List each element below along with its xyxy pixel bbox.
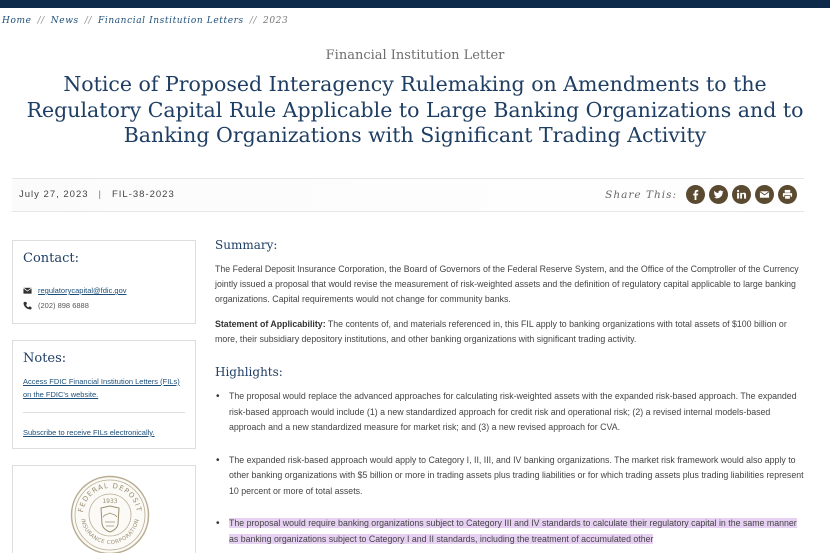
linkedin-share-button[interactable]: [732, 185, 751, 204]
phone-icon: [23, 301, 32, 310]
highlight-text-selected: The proposal would require banking organizations subject to Category III and IV standards to calculate their regulatory capital in the same manner as banking organizations subject to Category I and II standards, including the treatment of accumulated other: [229, 518, 797, 544]
summary-heading: Summary:: [215, 238, 278, 252]
twitter-share-button[interactable]: [709, 185, 728, 204]
breadcrumb-financial-institution-letters[interactable]: Financial Institution Letters: [98, 16, 244, 26]
notes-divider: [23, 412, 185, 413]
publication-date: July 27, 2023: [19, 189, 89, 200]
breadcrumb-home[interactable]: Home: [2, 16, 32, 26]
contact-title: Contact:: [23, 251, 80, 266]
applicability-text: The contents of, and materials referenced in, this FIL apply to banking organizations with total assets of $100 billion or more, their subsidiary depository institutions, and other banking organizations with significant trading activity.: [215, 319, 787, 344]
publication-meta: [19, 189, 175, 200]
notes-card: [12, 340, 196, 449]
contact-email-link[interactable]: regulatorycapital@fdic.gov: [38, 286, 127, 295]
facebook-icon: [690, 189, 701, 200]
fil-number: FIL-38-2023: [111, 189, 175, 200]
breadcrumb-separator: //: [37, 16, 45, 26]
email-icon: [759, 189, 770, 200]
contact-email-row: [23, 286, 127, 295]
print-icon: [782, 189, 793, 200]
applicability-paragraph: [215, 317, 805, 347]
meta-divider: |: [98, 189, 102, 200]
linkedin-icon: [736, 189, 747, 200]
facebook-share-button[interactable]: [686, 185, 705, 204]
breadcrumb-current: 2023: [263, 16, 289, 26]
highlight-text: The proposal would replace the advanced approaches for calculating risk-weighted assets with the expanded risk-based approach. The expanded risk-based approach would include (1) a new standardized approach for credit risk and operational risk; (2) a revised internal models-based approach and a new standardized measure for market risk; and (3) a new revised approach for CVA.: [229, 391, 797, 432]
highlights-list: [215, 389, 805, 553]
svg-text:FEDERAL DEPOSIT: FEDERAL DEPOSIT: [77, 481, 143, 513]
top-navigation-bar: [0, 0, 830, 8]
share-bar: [605, 185, 797, 204]
list-item: [215, 453, 805, 500]
highlights-heading: Highlights:: [215, 365, 283, 379]
page-title: Notice of Proposed Interagency Rulemaking on Amendments to the Regulatory Capital Rule Applicable to Large Banking Organizations and to Banking Organizations with Significant Trading Activity: [26, 72, 804, 147]
contact-phone-number: (202) 898 6888: [38, 301, 89, 310]
subscribe-fils-link[interactable]: Subscribe to receive FILs electronically.: [23, 428, 155, 437]
share-label: Share This:: [605, 188, 677, 201]
meta-bar: [12, 178, 804, 212]
contact-phone-row: [23, 301, 89, 310]
notes-title: Notes:: [23, 351, 67, 366]
applicability-label: Statement of Applicability:: [215, 319, 326, 329]
twitter-icon: [713, 189, 724, 200]
envelope-icon: [23, 286, 32, 295]
breadcrumb-news[interactable]: News: [50, 16, 79, 26]
breadcrumb-separator: //: [249, 16, 258, 26]
fdic-seal-logo: [70, 475, 150, 553]
seal-card: [12, 465, 196, 553]
svg-text:INSURANCE CORPORATION: INSURANCE CORPORATION: [79, 518, 141, 547]
list-item: [215, 389, 805, 436]
contact-card: [12, 240, 196, 324]
print-share-button[interactable]: [778, 185, 797, 204]
svg-text:1933: 1933: [102, 498, 118, 505]
list-item: [215, 516, 805, 547]
document-type-label: Financial Institution Letter: [325, 48, 505, 63]
access-fils-link[interactable]: Access FDIC Financial Institution Letters (FILs) on the FDIC's website.: [23, 377, 180, 399]
email-share-button[interactable]: [755, 185, 774, 204]
summary-text: The Federal Deposit Insurance Corporation, the Board of Governors of the Federal Reserve System, and the Office of the Comptroller of the Currency jointly issued a proposal that would revise the measurement of risk-weighted assets and the definition of regulatory capital applicable to large banking organizations. Capital requirements would not change for community banks.: [215, 264, 799, 304]
breadcrumb: [2, 16, 288, 26]
highlight-text: The expanded risk-based approach would apply to Category I, II, III, and IV banking organizations. The market risk framework would also apply to other banking organizations with $5 billion or more in trading assets plus trading liabilities or for which trading assets plus trading liabilities represent 10 percent or more of total assets.: [229, 454, 804, 496]
breadcrumb-separator: //: [84, 16, 92, 26]
